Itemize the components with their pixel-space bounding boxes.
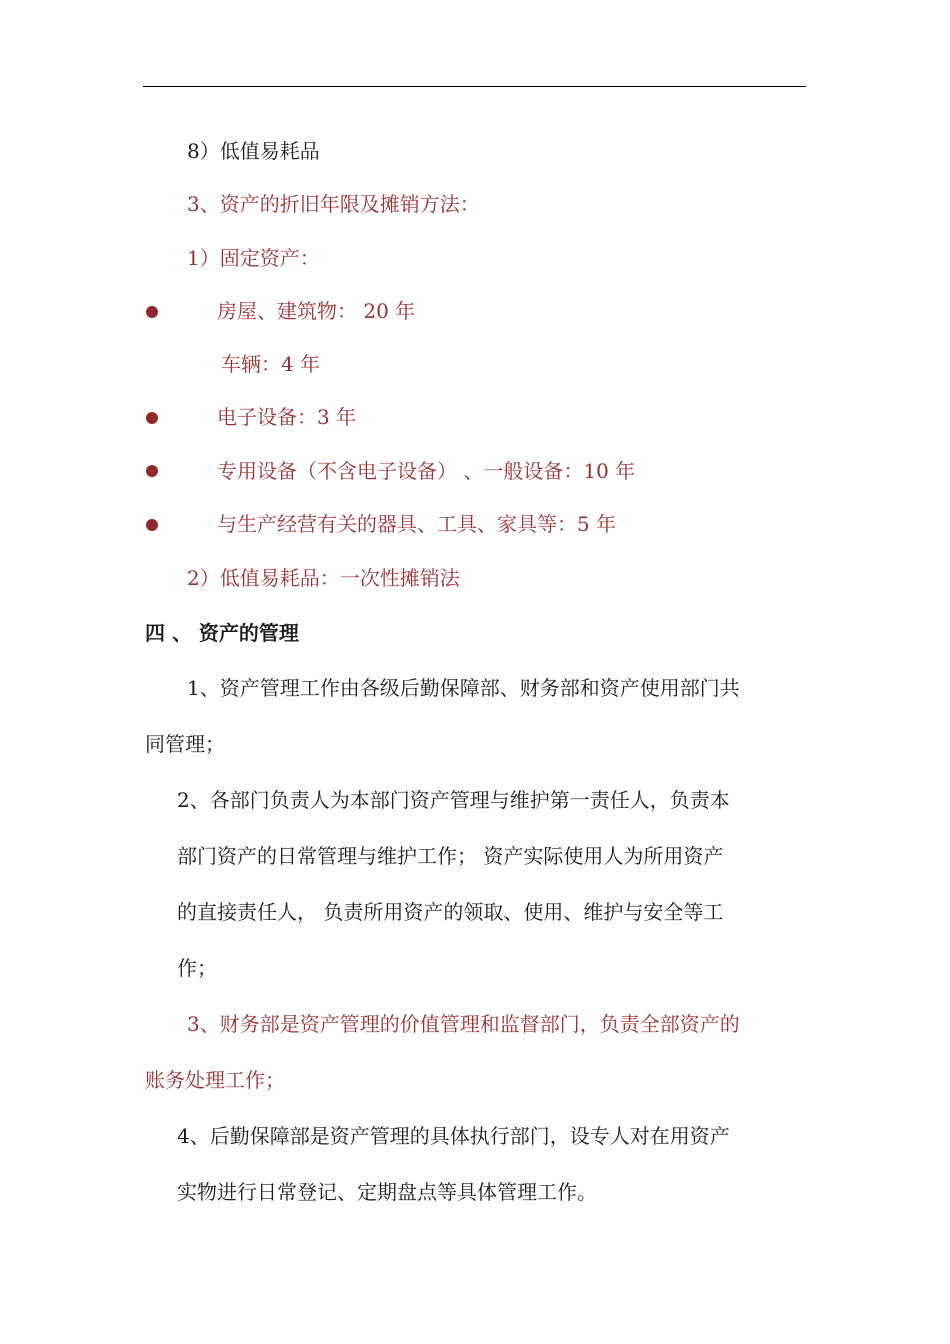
paragraph-4-line-2: 实物进行日常登记、定期盘点等具体管理工作。 [177,1180,597,1204]
paragraph-3-line-2: 账务处理工作； [145,1068,285,1092]
bullet-icon [146,306,158,318]
section-depreciation-heading: 3、资产的折旧年限及摊销方法： [187,192,480,216]
subsection-fixed-assets: 1）固定资产： [187,246,320,270]
paragraph-2-line-1: 2、各部门负责人为本部门资产管理与维护第一责任人，负责本 [177,788,730,812]
paragraph-1-line-1: 1、资产管理工作由各级后勤保障部、财务部和资产使用部门共 [187,676,740,700]
list-item-special-equipment: 专用设备（不含电子设备） 、一般设备：10 年 [217,459,636,483]
list-item-buildings: 房屋、建筑物： 20 年 [217,299,416,323]
bullet-icon [146,465,158,477]
list-item-electronics: 电子设备：3 年 [217,405,357,429]
paragraph-4-line-1: 4、后勤保障部是资产管理的具体执行部门，设专人对在用资产 [177,1124,730,1148]
paragraph-2-line-2: 部门资产的日常管理与维护工作； 资产实际使用人为所用资产 [177,844,724,868]
bullet-icon [146,519,158,531]
paragraph-2-line-3: 的直接责任人， 负责所用资产的领取、使用、维护与安全等工 [177,900,724,924]
paragraph-3-line-1: 3、财务部是资产管理的价值管理和监督部门，负责全部资产的 [187,1012,740,1036]
item-low-value-consumables: 8）低值易耗品 [187,139,320,163]
header-rule [143,86,806,87]
subsection-low-value-amortization: 2）低值易耗品：一次性摊销法 [187,566,460,590]
list-item-tools-furniture: 与生产经营有关的器具、工具、家具等：5 年 [217,512,617,536]
bullet-icon [146,412,158,424]
section-heading-asset-management: 四 、 资产的管理 [145,621,299,645]
list-item-vehicles: 车辆：4 年 [221,352,321,376]
paragraph-1-line-2: 同管理； [145,732,225,756]
paragraph-2-line-4: 作； [177,956,217,980]
